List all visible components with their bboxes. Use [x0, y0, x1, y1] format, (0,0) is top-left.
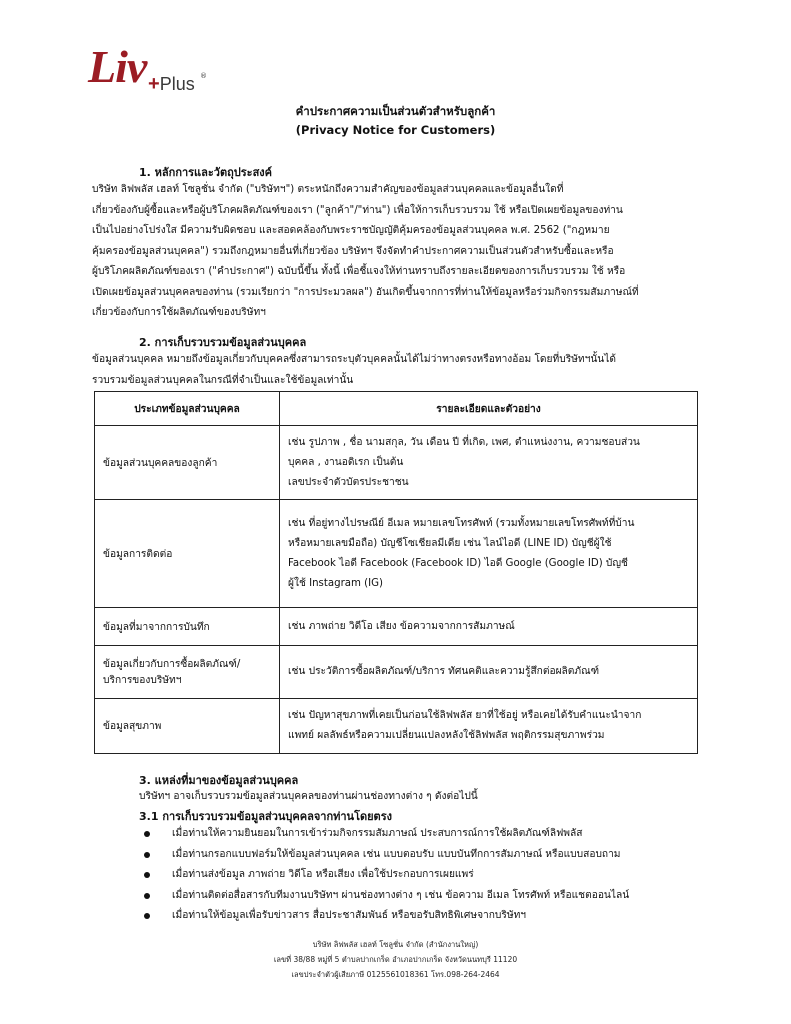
bullet-text: เมื่อท่านให้ข้อมูลเพื่อรับข่าวสาร สื่อประชาสัมพันธ์ หรือขอรับสิทธิพิเศษจากบริษัทฯ: [172, 910, 527, 921]
bullet-text: เมื่อท่านติดต่อสื่อสารกับทีมงานบริษัทฯ ผ่านช่องทางต่าง ๆ เช่น ข้อความ อีเมล โทรศัพท์ หรือแชตออนไลน์: [172, 889, 630, 901]
table-row: [95, 699, 698, 754]
bullet-dot-icon: [144, 913, 150, 919]
section-1-heading: 1. หลักการและวัตถุประสงค์: [139, 166, 273, 179]
logo-plus-text: [148, 74, 195, 94]
paragraph-line: คุ้มครองข้อมูลส่วนบุคคล") รวมถึงกฎหมายอื่นที่เกี่ยวข้อง บริษัทฯ จึงจัดทำคำประกาศความเป็นส่วนตัวสำหรับซื้อและหรือ: [92, 245, 614, 257]
cell-line: เช่น ที่อยู่ทางไปรษณีย์ อีเมล หมายเลขโทรศัพท์ (รวมทั้งหมายเลขโทรศัพท์ที่บ้าน: [288, 517, 635, 529]
section-3-1-heading: 3.1 การเก็บรวบรวมข้อมูลส่วนบุคคลจากท่านโดยตรง: [139, 810, 392, 823]
table-cell-detail: [280, 608, 698, 646]
section-3-1-bullet-list: [144, 824, 629, 927]
paragraph-line: เป็นไปอย่างโปร่งใส มีความรับผิดชอบ และสอดคล้องกับพระราชบัญญัติคุ้มครองข้อมูลส่วนบุคคล พ.ศ. 2562 ("กฎหมาย: [92, 225, 610, 236]
bullet-text: เมื่อท่านให้ความยินยอมในการเข้าร่วมกิจกรรมสัมภาษณ์ ประสบการณ์การใช้ผลิตภัณฑ์ลิฟพลัส: [172, 828, 583, 839]
section-3-heading: 3. แหล่งที่มาของข้อมูลส่วนบุคคล: [139, 774, 299, 787]
bullet-dot-icon: [144, 872, 150, 878]
cell-line: เช่น ประวัติการซื้อผลิตภัณฑ์/บริการ ทัศนคติและความรู้สึกต่อผลิตภัณฑ์: [288, 666, 600, 677]
bullet-item: [144, 865, 629, 886]
table-header-row: [95, 392, 698, 426]
logo-wordmark: Liv: [88, 41, 147, 92]
cell-line: Facebook ไอดี Facebook (Facebook ID) ไอดี Google (Google ID) บัญชี: [288, 557, 628, 569]
table-cell-type: ข้อมูลการติดต่อ: [95, 500, 280, 608]
bullet-item: [144, 886, 629, 907]
section-2-heading: 2. การเก็บรวบรวมข้อมูลส่วนบุคคล: [139, 336, 307, 349]
company-logo: [88, 42, 218, 102]
document-title-thai: คำประกาศความเป็นส่วนตัวสำหรับลูกค้า: [295, 104, 496, 118]
table-cell-detail: [280, 426, 698, 500]
cell-line: เช่น รูปภาพ , ชื่อ นามสกุล, วัน เดือน ปี ที่เกิด, เพศ, ตำแหน่งงาน, ความชอบส่วน: [288, 436, 640, 448]
table-cell-detail: [280, 699, 698, 754]
table-header-type: ประเภทข้อมูลส่วนบุคคล: [95, 392, 280, 426]
table-cell-detail: [280, 646, 698, 699]
table-header-detail: รายละเอียดและตัวอย่าง: [280, 392, 698, 426]
section-1-body: [92, 180, 702, 324]
table-cell-type: ข้อมูลส่วนบุคคลของลูกค้า: [95, 426, 280, 500]
bullet-text: เมื่อท่านกรอกแบบฟอร์มให้ข้อมูลส่วนบุคคล เช่น แบบตอบรับ แบบบันทึกการสัมภาษณ์ หรือแบบสอบถาม: [172, 848, 621, 860]
table-row: [95, 500, 698, 608]
cell-line: เช่น ปัญหาสุขภาพที่เคยเป็นก่อนใช้ลิฟพลัส ยาที่ใช้อยู่ หรือเคยได้รับคำแนะนำจาก: [288, 710, 642, 721]
paragraph-line: ผู้บริโภคผลิตภัณฑ์ของเรา ("คำประกาศ") ฉบับนี้ขึ้น ทั้งนี้ เพื่อชี้แจงให้ท่านทราบถึงรายละเอียดของการเก็บรวบรวม ใช้ หรือ: [92, 266, 626, 277]
bullet-dot-icon: [144, 852, 150, 858]
cell-line: บุคคล , งานอดิเรก เป็นต้น: [288, 456, 404, 468]
bullet-text: เมื่อท่านส่งข้อมูล ภาพถ่าย วิดีโอ หรือเสียง เพื่อใช้ประกอบการเผยแพร่: [172, 869, 474, 880]
footer-company-name: บริษัท ลิฟพลัส เฮลท์ โซลูชั่น จำกัด (สำนักงานใหญ่): [312, 940, 479, 949]
table-row: [95, 608, 698, 646]
cell-line: หรือหมายเลขมือถือ) บัญชีโซเชียลมีเดีย เช่น ไลน์ไอดี (LINE ID) บัญชีผู้ใช้: [288, 537, 612, 549]
cell-line: ผู้ใช้ Instagram (IG): [288, 577, 384, 589]
footer-tax-phone: เลขประจำตัวผู้เสียภาษี 0125561018361 โทร.098-264-2464: [291, 970, 500, 979]
paragraph-line: บริษัท ลิฟพลัส เฮลท์ โซลูชั่น จำกัด ("บริษัทฯ") ตระหนักถึงความสำคัญของข้อมูลส่วนบุคคลและข้อมูลอื่นใดที่: [92, 184, 564, 195]
footer-address: เลขที่ 38/88 หมู่ที่ 5 ตำบลปากเกร็ด อำเภอปากเกร็ด จังหวัดนนทบุรี 11120: [273, 955, 518, 964]
cell-line: บริการของบริษัทฯ: [103, 675, 182, 686]
table-cell-type: ข้อมูลสุขภาพ: [95, 699, 280, 754]
paragraph-line: ข้อมูลส่วนบุคคล หมายถึงข้อมูลเกี่ยวกับบุคคลซึ่งสามารถระบุตัวบุคคลนั้นได้ไม่ว่าทางตรงหรือทางอ้อม โดยที่บริษัทฯนั้นได้: [92, 354, 616, 365]
cell-line: ข้อมูลเกี่ยวกับการซื้อผลิตภัณฑ์/: [103, 659, 241, 670]
personal-data-table: [94, 391, 698, 754]
paragraph-line: รวบรวมข้อมูลส่วนบุคคลในกรณีที่จำเป็นและใช้ข้อมูลเท่านั้น: [92, 374, 354, 386]
bullet-item: [144, 824, 629, 845]
section-2-body: [92, 350, 702, 391]
section-3-intro: บริษัทฯ อาจเก็บรวบรวมข้อมูลส่วนบุคคลของท่านผ่านช่องทางต่าง ๆ ดังต่อไปนี้: [139, 791, 478, 802]
bullet-item: [144, 906, 629, 927]
table-cell-type: ข้อมูลที่มาจากการบันทึก: [95, 608, 280, 646]
table-cell-detail: [280, 500, 698, 608]
cell-line: เลขประจำตัวบัตรประชาชน: [288, 476, 409, 488]
table-cell-type: [95, 646, 280, 699]
cell-line: เช่น ภาพถ่าย วิดีโอ เสียง ข้อความจากการสัมภาษณ์: [288, 620, 515, 632]
bullet-item: [144, 845, 629, 866]
document-title-english: (Privacy Notice for Customers): [295, 123, 496, 137]
paragraph-line: เกี่ยวข้องกับการใช้ผลิตภัณฑ์ของบริษัทฯ: [92, 307, 266, 318]
table-row: [95, 646, 698, 699]
paragraph-line: เปิดเผยข้อมูลส่วนบุคคลของท่าน (รวมเรียกว่า "การประมวลผล") อันเกิดขึ้นจากการที่ท่านให้ข้อมูลหรือร่วมกิจกรรมสัมภาษณ์ที่: [92, 286, 639, 298]
bullet-dot-icon: [144, 893, 150, 899]
registered-mark: ®: [200, 72, 207, 80]
logo-plus-sign: +: [148, 73, 160, 95]
cell-line: แพทย์ ผลลัพธ์หรือความเปลี่ยนแปลงหลังใช้ลิฟพลัส พฤติกรรมสุขภาพร่วม: [288, 730, 605, 741]
bullet-dot-icon: [144, 831, 150, 837]
logo-sub: Plus: [159, 74, 195, 94]
table-row: [95, 426, 698, 500]
paragraph-line: เกี่ยวข้องกับผู้ซื้อและหรือผู้บริโภคผลิตภัณฑ์ของเรา ("ลูกค้า"/"ท่าน") เพื่อให้การเก็บรวบรวม ใช้ หรือเปิดเผยข้อมูลของท่าน: [92, 204, 623, 216]
